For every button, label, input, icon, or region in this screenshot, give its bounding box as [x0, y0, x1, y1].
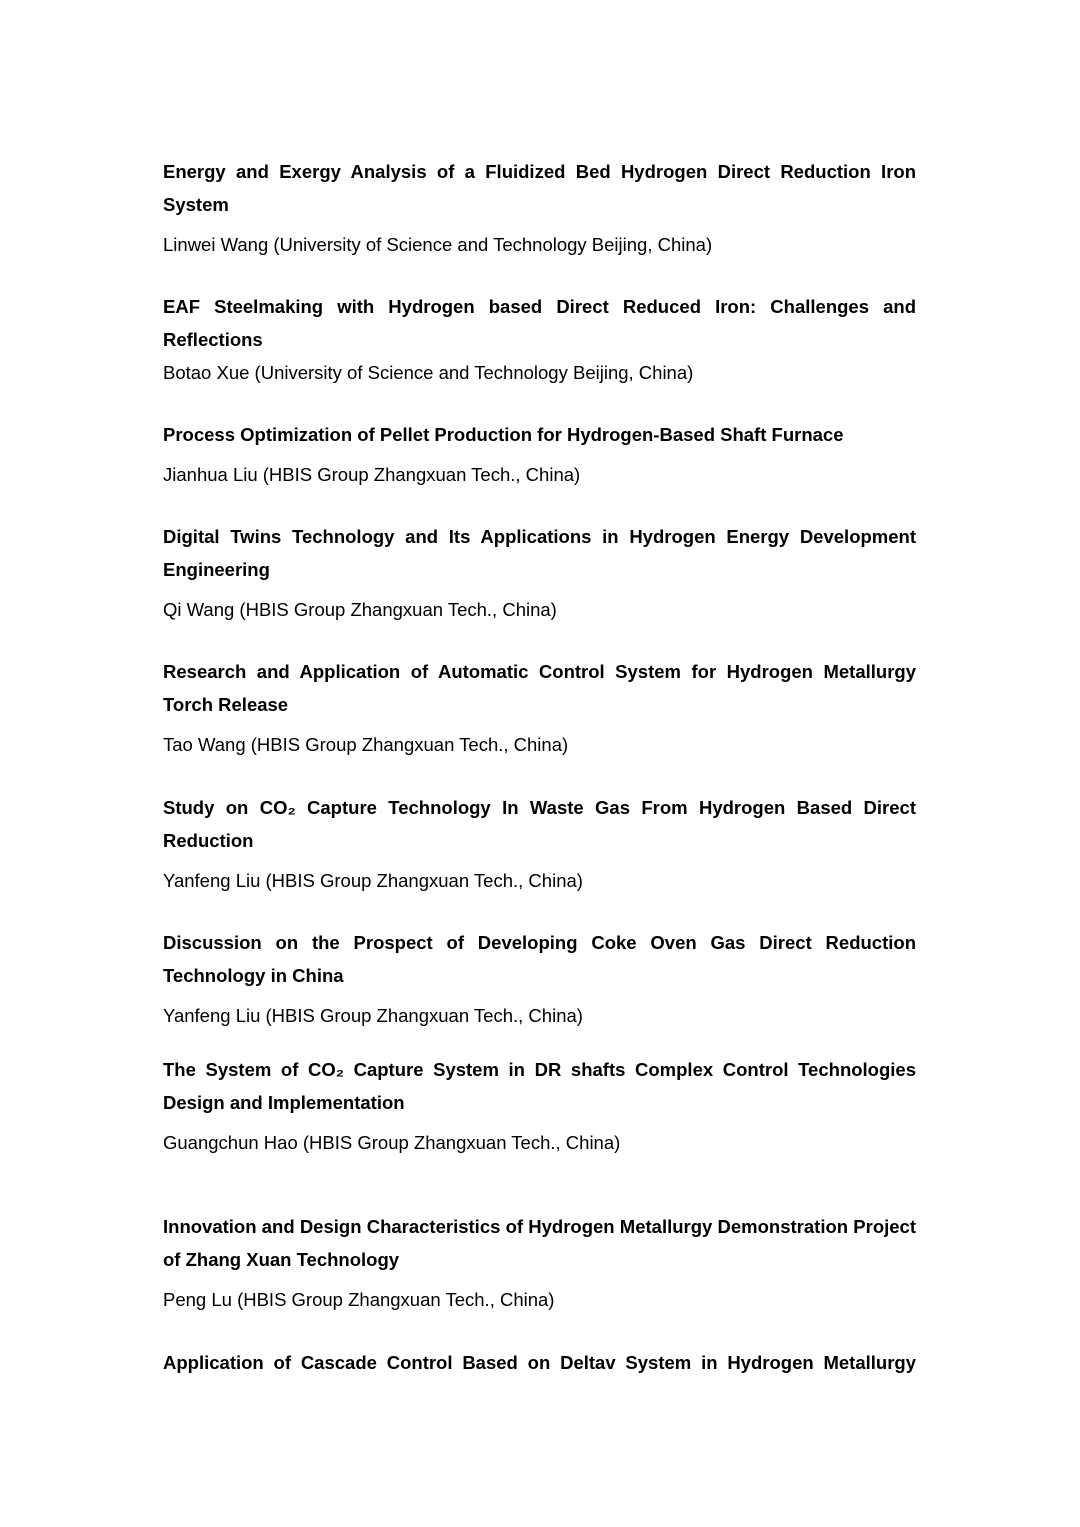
paper-author: Yanfeng Liu (HBIS Group Zhangxuan Tech., China): [163, 1005, 583, 1026]
paper-title: Digital Twins Technology and Its Applications in Hydrogen Energy Development Engineering: [163, 526, 916, 580]
paper-title: Process Optimization of Pellet Production for Hydrogen-Based Shaft Furnace: [163, 424, 844, 445]
paper-title: Energy and Exergy Analysis of a Fluidized Bed Hydrogen Direct Reduction Iron System: [163, 161, 916, 215]
paper-title: Research and Application of Automatic Control System for Hydrogen Metallurgy Torch Release: [163, 661, 916, 715]
paper-entry: [163, 1210, 916, 1316]
paper-entry: [163, 926, 916, 1032]
paper-entry: [163, 520, 916, 626]
paper-title: Discussion on the Prospect of Developing Coke Oven Gas Direct Reduction Technology in China: [163, 932, 916, 986]
paper-author: Peng Lu (HBIS Group Zhangxuan Tech., China): [163, 1289, 555, 1310]
paper-entry: [163, 1346, 916, 1379]
paper-entry: [163, 655, 916, 761]
paper-author: Guangchun Hao (HBIS Group Zhangxuan Tech., China): [163, 1132, 621, 1153]
paper-title: Innovation and Design Characteristics of Hydrogen Metallurgy Demonstration Project of Zhang Xuan Technology: [163, 1216, 916, 1270]
paper-title: The System of CO₂ Capture System in DR shafts Complex Control Technologies Design and Implementation: [163, 1059, 916, 1113]
paper-title: Study on CO₂ Capture Technology In Waste Gas From Hydrogen Based Direct Reduction: [163, 797, 916, 851]
paper-author: Tao Wang (HBIS Group Zhangxuan Tech., China): [163, 734, 569, 755]
paper-author: Qi Wang (HBIS Group Zhangxuan Tech., China): [163, 599, 557, 620]
paper-author: Jianhua Liu (HBIS Group Zhangxuan Tech., China): [163, 464, 581, 485]
paper-entry: [163, 1053, 916, 1159]
paper-entry: [163, 155, 916, 261]
paper-title: Application of Cascade Control Based on Deltav System in Hydrogen Metallurgy: [163, 1352, 916, 1373]
paper-author: Botao Xue (University of Science and Technology Beijing, China): [163, 362, 694, 383]
paper-entry: [163, 418, 916, 491]
paper-entry: [163, 290, 916, 389]
paper-author: Linwei Wang (University of Science and Technology Beijing, China): [163, 234, 713, 255]
paper-title: EAF Steelmaking with Hydrogen based Direct Reduced Iron: Challenges and Reflections: [163, 296, 916, 350]
paper-entry: [163, 791, 916, 897]
paper-author: Yanfeng Liu (HBIS Group Zhangxuan Tech., China): [163, 870, 583, 891]
